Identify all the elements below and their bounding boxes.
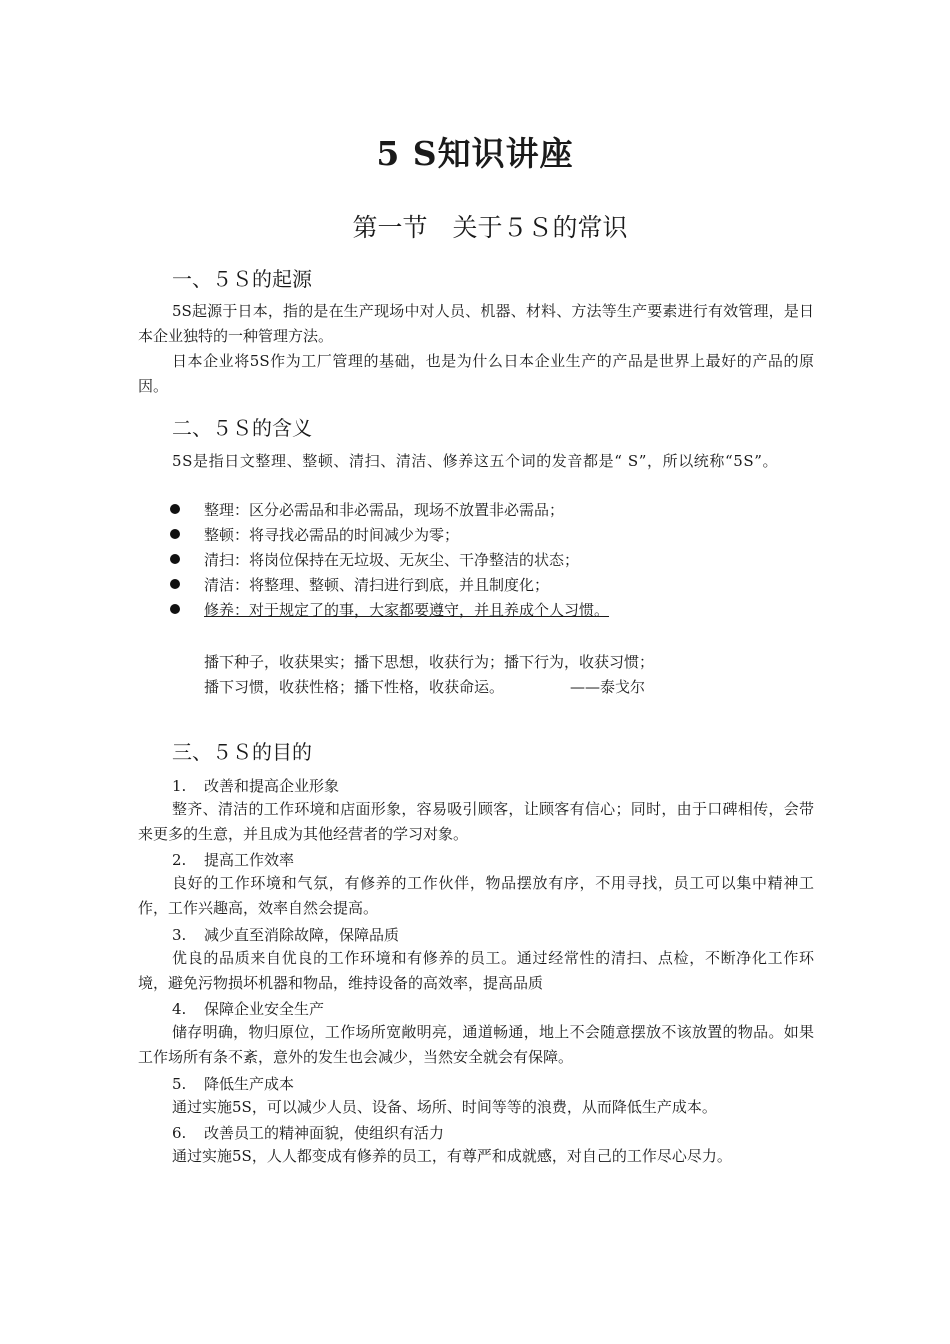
document-title: 5 S知识讲座 xyxy=(376,134,574,173)
quote-text: 播下习惯，收获性格；播下性格，收获命运。 xyxy=(204,678,505,696)
purpose-item-text: 良好的工作环境和气氛，有修养的工作伙伴，物品摆放有序，不用寻找，员工可以集中精神工作，工作兴趣高，效率自然会提高。 xyxy=(138,874,814,917)
list-item xyxy=(170,550,579,570)
bullet-text: 修养：对于规定了的事，大家都要遵守，并且养成个人习惯。 xyxy=(204,601,610,619)
purpose-item-text: 通过实施5S，人人都变成有修养的员工，有尊严和成就感，对自己的工作尽心尽力。 xyxy=(172,1147,732,1165)
purpose-item-text: 通过实施5S，可以减少人员、设备、场所、时间等等的浪费，从而降低生产成本。 xyxy=(172,1098,717,1116)
item-number: 6. xyxy=(172,1124,187,1142)
meaning-heading: 二、５Ｓ的含义 xyxy=(172,416,312,440)
origin-paragraph-1: 5S起源于日本，指的是在生产现场中对人员、机器、材料、方法等生产要素进行有效管理，是日本企业独特的一种管理方法。 xyxy=(138,302,814,345)
section-title: 第一节 关于５Ｓ的常识 xyxy=(352,213,628,242)
purpose-item-text: 整齐、清洁的工作环境和店面形象，容易吸引顾客，让顾客有信心；同时，由于口碑相传，会带来更多的生意，并且成为其他经营者的学习对象。 xyxy=(138,800,814,843)
purpose-item-text: 储存明确，物归原位，工作场所宽敞明亮，通道畅通，地上不会随意摆放不该放置的物品。如果工作场所有条不紊，意外的发生也会减少，当然安全就会有保障。 xyxy=(138,1023,814,1066)
bullet-text: 清洁：将整理、整顿、清扫进行到底，并且制度化； xyxy=(204,576,550,594)
purpose-item-title xyxy=(172,924,399,945)
bullet-text: 清扫：将岗位保持在无垃圾、无灰尘、干净整洁的状态； xyxy=(204,551,580,569)
quote-line-2 xyxy=(204,676,645,697)
item-title: 减少直至消除故障，保障品质 xyxy=(204,926,400,944)
bullet-icon xyxy=(170,529,180,539)
item-number: 2. xyxy=(172,851,187,869)
item-number: 4. xyxy=(172,1000,187,1018)
meaning-intro: 5S是指日文整理、整顿、清扫、清洁、修养这五个词的发音都是“ S”，所以统称“5S”。 xyxy=(172,452,779,470)
bullet-icon xyxy=(170,554,180,564)
purpose-item-title xyxy=(172,849,294,870)
purpose-item-title xyxy=(172,1122,444,1143)
origin-paragraph-2: 日本企业将5S作为工厂管理的基础，也是为什么日本企业生产的产品是世界上最好的产品的原因。 xyxy=(138,352,814,395)
item-title: 保障企业安全生产 xyxy=(204,1000,325,1018)
bullet-icon xyxy=(170,504,180,514)
list-item xyxy=(170,600,609,620)
purpose-item-title xyxy=(172,775,339,796)
quote-author: ——泰戈尔 xyxy=(570,678,646,696)
purpose-item-title xyxy=(172,998,324,1019)
item-title: 改善员工的精神面貌，使组织有活力 xyxy=(204,1124,445,1142)
purpose-item-text: 优良的品质来自优良的工作环境和有修养的员工。通过经常性的清扫、点检，不断净化工作环境，避免污物损坏机器和物品，维持设备的高效率，提高品质 xyxy=(138,949,814,992)
bullet-icon xyxy=(170,604,180,614)
origin-heading: 一、５Ｓ的起源 xyxy=(172,267,312,291)
list-item xyxy=(170,500,564,520)
item-number: 3. xyxy=(172,926,187,944)
purpose-heading: 三、５Ｓ的目的 xyxy=(172,740,312,764)
purpose-item-title xyxy=(172,1073,294,1094)
list-item xyxy=(170,575,549,595)
quote-line-1: 播下种子，收获果实；播下思想，收获行为；播下行为，收获习惯； xyxy=(204,653,655,671)
item-number: 1. xyxy=(172,777,187,795)
bullet-icon xyxy=(170,579,180,589)
bullet-text: 整理：区分必需品和非必需品，现场不放置非必需品； xyxy=(204,501,565,519)
item-title: 提高工作效率 xyxy=(204,851,295,869)
item-number: 5. xyxy=(172,1075,187,1093)
list-item xyxy=(170,525,459,545)
bullet-text: 整顿：将寻找必需品的时间减少为零； xyxy=(204,526,460,544)
item-title: 降低生产成本 xyxy=(204,1075,295,1093)
item-title: 改善和提高企业形象 xyxy=(204,777,340,795)
